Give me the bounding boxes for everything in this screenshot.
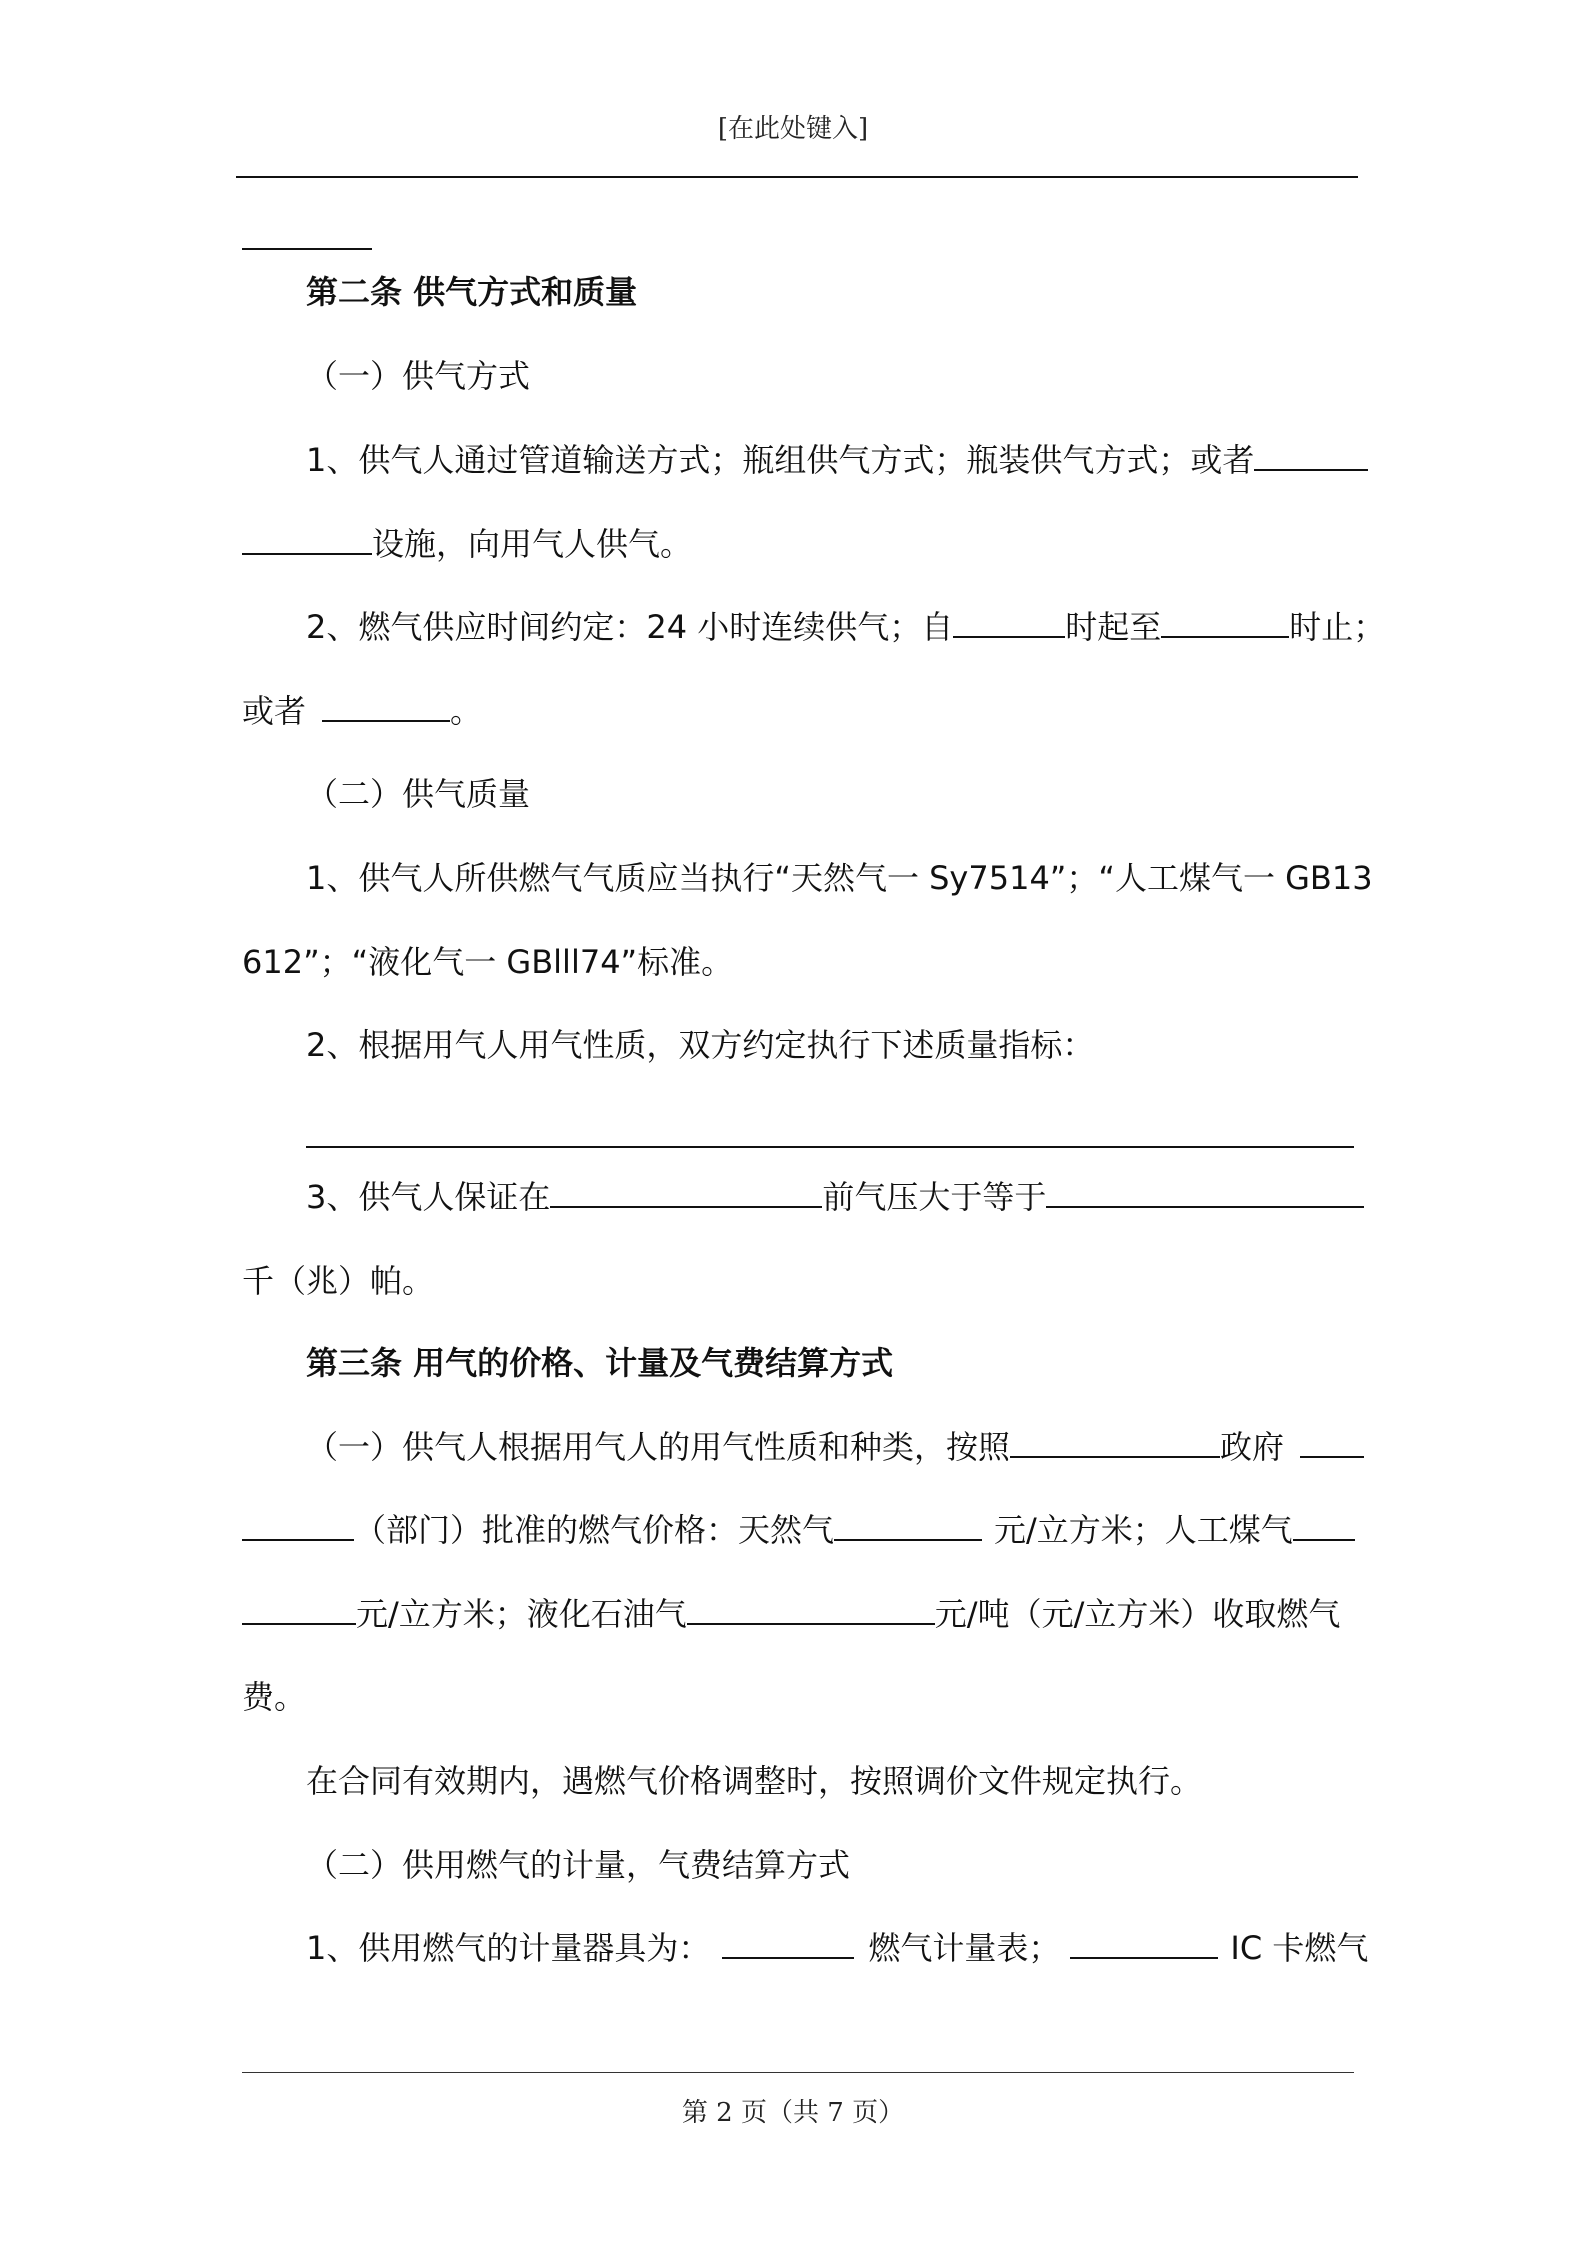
item-text: （一）供气人根据用气人的用气性质和种类，按照 bbox=[306, 1428, 1011, 1466]
item-text: 或者 bbox=[242, 692, 307, 730]
item-text: 设施，向用气人供气。 bbox=[372, 525, 693, 563]
footer-rule bbox=[242, 2072, 1354, 2073]
quality-item-1-cont: 612”；“液化气一 GBlll74”标准。 bbox=[242, 943, 734, 981]
blank-field bbox=[1300, 1428, 1364, 1458]
blank-field bbox=[953, 608, 1065, 638]
item-text: 燃气计量表； bbox=[868, 1929, 1061, 1967]
blank-field bbox=[1293, 1511, 1355, 1541]
quality-item-3 bbox=[306, 1177, 1364, 1217]
article-2-heading: 第二条 供气方式和质量 bbox=[306, 273, 638, 311]
blank-field bbox=[834, 1511, 982, 1541]
blank-field bbox=[1161, 608, 1289, 638]
item-text: 1、供气人通过管道输送方式；瓶组供气方式；瓶装供气方式；或者 bbox=[306, 441, 1255, 479]
page-footer: 第 2 页（共 7 页） bbox=[681, 2098, 905, 2128]
metering-item-1 bbox=[306, 1928, 1368, 1968]
header-rule bbox=[236, 176, 1358, 178]
supply-method-item-1 bbox=[306, 440, 1368, 480]
blank-field bbox=[1046, 1178, 1364, 1208]
price-paragraph-line-3 bbox=[242, 1594, 1340, 1634]
item-text: 元/立方米；液化石油气 bbox=[356, 1595, 687, 1633]
blank-field bbox=[322, 692, 450, 722]
blank-field bbox=[242, 1595, 356, 1625]
section-supply-method-heading: （一）供气方式 bbox=[306, 357, 531, 395]
item-text: IC 卡燃气 bbox=[1230, 1929, 1369, 1967]
blank-field bbox=[242, 525, 372, 555]
item-text: 政府 bbox=[1220, 1428, 1285, 1466]
blank-field bbox=[242, 220, 372, 250]
supply-method-item-1-cont bbox=[242, 524, 692, 564]
item-text: 3、供气人保证在 bbox=[306, 1178, 551, 1216]
blank-field bbox=[1254, 441, 1368, 471]
price-paragraph-line-1 bbox=[306, 1427, 1364, 1467]
blank-field bbox=[1010, 1428, 1220, 1458]
section-supply-quality-heading: （二）供气质量 bbox=[306, 775, 531, 813]
item-text: 1、供用燃气的计量器具为： bbox=[306, 1929, 711, 1967]
item-text: 时止； bbox=[1289, 608, 1386, 646]
quality-item-3-cont: 千（兆）帕。 bbox=[242, 1262, 435, 1300]
supply-time-item-2-cont bbox=[242, 691, 482, 731]
item-text: （部门）批准的燃气价格：天然气 bbox=[354, 1511, 835, 1549]
blank-field bbox=[722, 1929, 854, 1959]
item-text: 。 bbox=[450, 692, 483, 730]
article-3-heading: 第三条 用气的价格、计量及气费结算方式 bbox=[306, 1344, 894, 1382]
blank-field bbox=[242, 1511, 354, 1541]
blank-field bbox=[1070, 1929, 1218, 1959]
page-header: [在此处键入] bbox=[717, 114, 869, 144]
item-text: 元/吨（元/立方米）收取燃气 bbox=[934, 1595, 1341, 1633]
price-paragraph-line-4: 费。 bbox=[242, 1678, 307, 1716]
quality-indicator-blank bbox=[306, 1118, 1354, 1148]
supply-time-item-2 bbox=[306, 607, 1385, 647]
blank-field bbox=[550, 1178, 822, 1208]
item-text: 前气压大于等于 bbox=[822, 1178, 1047, 1216]
blank-field bbox=[687, 1595, 935, 1625]
quality-item-2: 2、根据用气人用气性质，双方约定执行下述质量指标： bbox=[306, 1026, 1095, 1064]
item-text: 元/立方米；人工煤气 bbox=[994, 1511, 1293, 1549]
item-text: 时起至 bbox=[1065, 608, 1162, 646]
item-text: 2、燃气供应时间约定：24 小时连续供气；自 bbox=[306, 608, 954, 646]
section-metering-heading: （二）供用燃气的计量，气费结算方式 bbox=[306, 1846, 851, 1884]
price-adjustment-paragraph: 在合同有效期内，遇燃气价格调整时，按照调价文件规定执行。 bbox=[306, 1762, 1203, 1800]
quality-item-1: 1、供气人所供燃气气质应当执行“天然气一 Sy7514”；“人工煤气一 GB13 bbox=[306, 859, 1373, 897]
price-paragraph-line-2 bbox=[242, 1510, 1355, 1550]
